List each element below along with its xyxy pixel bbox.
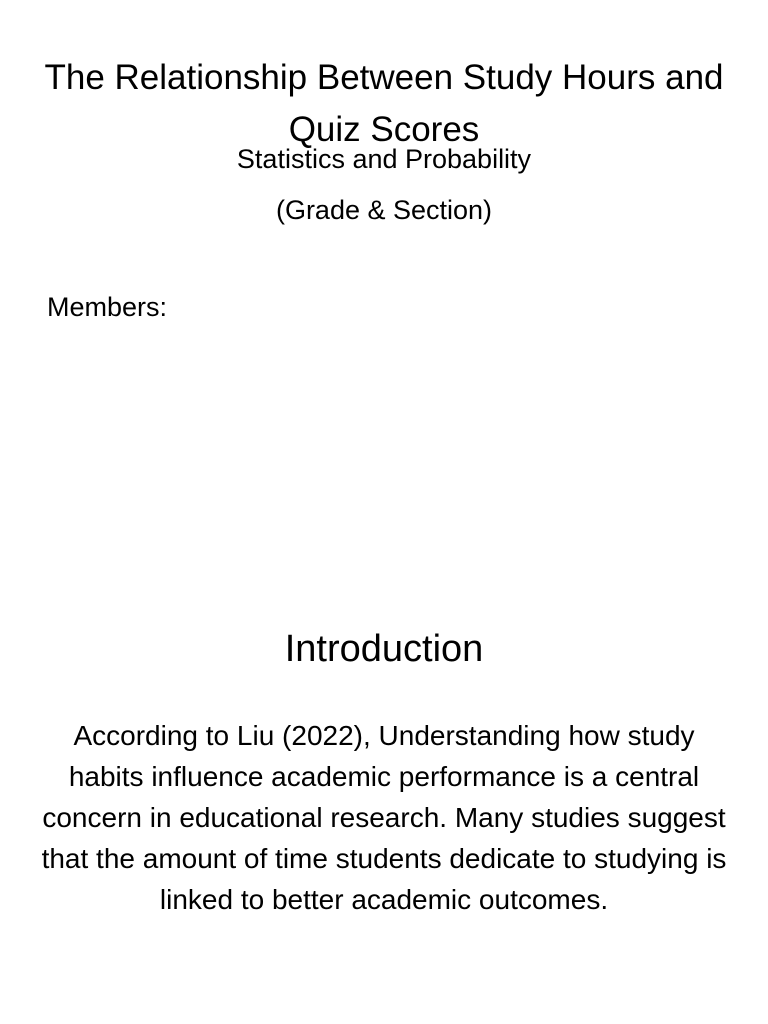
introduction-body: According to Liu (2022), Understanding how study habits influence academic performance is a central concern in educational research. Many studies suggest that the amount of time students dedicate to studying is linked to better academic outcomes. [41, 720, 727, 915]
introduction-heading: Introduction [284, 628, 484, 670]
members-label: Members: [47, 292, 168, 322]
grade-section-label: (Grade & Section) [275, 195, 493, 225]
slide-subtitle: Statistics and Probability [236, 144, 532, 174]
introduction-slide [0, 512, 768, 1024]
slide-title: The Relationship Between Study Hours and Quiz Scores [44, 58, 724, 149]
